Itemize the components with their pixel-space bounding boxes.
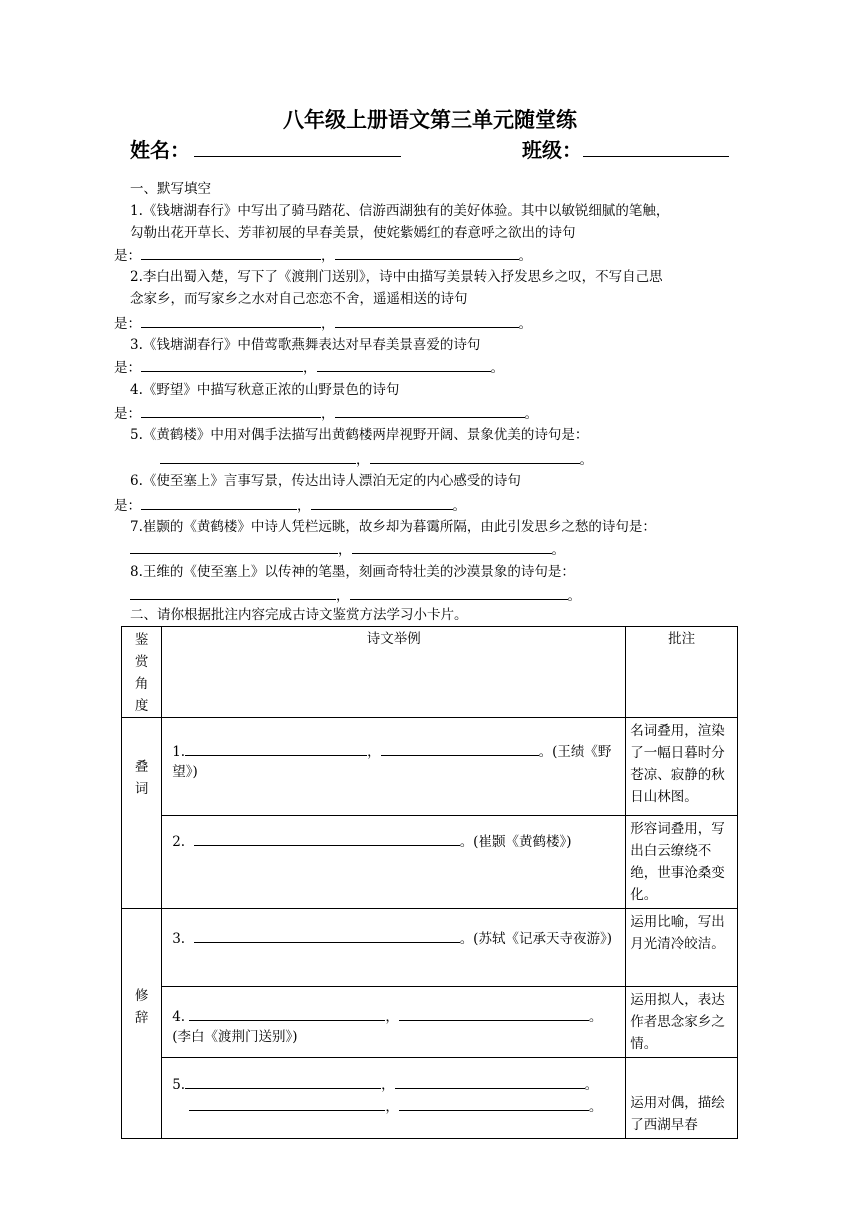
row-num: 4. [172, 1009, 186, 1025]
period: 。 [518, 248, 532, 264]
q2-lead: 是： [114, 316, 141, 332]
comma: ， [367, 744, 381, 760]
row4-blank-2[interactable] [399, 1007, 589, 1021]
q7-text: 7.崔颢的《黄鹤楼》中诗人凭栏远眺，故乡却为暮霭所隔，由此引发思乡之愁的诗句是： [130, 519, 656, 535]
q3-lead: 是： [114, 360, 141, 376]
q8-text: 8.王维的《使至塞上》以传神的笔墨，刻画奇特壮美的沙漠景象的诗句是： [130, 564, 575, 580]
row1-blank-1[interactable] [185, 742, 367, 756]
q5-blank-1[interactable] [160, 450, 356, 464]
q5-text: 5.《黄鹤楼》中用对偶手法描写出黄鹤楼两岸视野开阔、景象优美的诗句是： [130, 427, 589, 443]
section2-heading: 二、请你根据批注内容完成古诗文鉴赏方法学习小卡片。 [130, 607, 468, 623]
q1-blank-1[interactable] [141, 246, 321, 260]
source-cont: 望》) [172, 764, 198, 780]
comma: ， [385, 1099, 399, 1115]
comma: ， [303, 360, 317, 376]
note-cell-2: 形容词叠用，写出白云缭绕不绝，世事沧桑变化。 [626, 816, 738, 909]
q4-answer-line [114, 404, 538, 423]
q8-answer-line [130, 586, 581, 605]
comma: ， [321, 316, 335, 332]
q1-lead: 是： [114, 248, 141, 264]
q1-blank-2[interactable] [335, 246, 519, 260]
q2-text-line1: 2.李白出蜀入楚，写下了《渡荆门送别》，诗中由描写美景转入抒发思乡之叹，不写自己思 [130, 269, 663, 285]
col-header-angle: 鉴 赏 角 度 [122, 627, 162, 718]
class-label: 班级： [522, 138, 582, 162]
group-label-xiuci: 修 辞 [122, 909, 162, 1139]
row-num: 2. [172, 834, 186, 850]
comma: ， [356, 452, 370, 468]
group-label-dieci: 叠 词 [122, 718, 162, 909]
period: 。 [579, 452, 593, 468]
row5-blank-4[interactable] [399, 1097, 589, 1111]
comma: ， [321, 406, 335, 422]
comma: ， [297, 498, 311, 514]
row1-blank-2[interactable] [381, 742, 539, 756]
section1-heading: 一、默写填空 [130, 181, 211, 197]
q8-blank-2[interactable] [350, 586, 568, 600]
period: 。 [588, 1099, 603, 1115]
table-row [122, 1058, 738, 1139]
q5-blank-2[interactable] [370, 450, 580, 464]
table-row [122, 816, 738, 909]
q3-blank-2[interactable] [317, 358, 491, 372]
period: 。 [551, 542, 565, 558]
row-num: 5. [172, 1077, 186, 1093]
q5-answer-line [160, 450, 593, 469]
col-header-example: 诗文举例 [162, 627, 626, 718]
q1-text-line1: 1.《钱塘湖春行》中写出了骑马踏花、信游西湖独有的美好体验。其中以敏锐细腻的笔触， [130, 203, 670, 219]
q3-blank-1[interactable] [141, 358, 303, 372]
table-row [122, 718, 738, 816]
example-cell-5 [162, 1058, 626, 1139]
row2-blank[interactable] [194, 832, 460, 846]
example-cell-4 [162, 987, 626, 1058]
row3-blank[interactable] [194, 929, 460, 943]
q1-answer-line [114, 246, 532, 265]
q6-text: 6.《使至塞上》言事写景，传达出诗人漂泊无定的内心感受的诗句 [130, 473, 521, 489]
period: 。 [518, 316, 532, 332]
table-row [122, 987, 738, 1058]
q1-text-line2: 勾勒出花开草长、芳菲初展的早春美景，使姹紫嫣红的春意呼之欲出的诗句 [130, 225, 576, 241]
comma: ， [385, 1009, 399, 1025]
comma: ， [338, 542, 352, 558]
period: 。 [584, 1077, 599, 1093]
q3-text: 3.《钱塘湖春行》中借莺歌燕舞表达对早春美景喜爱的诗句 [130, 337, 481, 353]
q2-answer-line [114, 314, 532, 333]
class-blank[interactable] [583, 156, 729, 157]
name-label: 姓名： [130, 138, 190, 162]
period: 。 [452, 498, 466, 514]
q4-blank-1[interactable] [141, 404, 321, 418]
source: (李白《渡荆门送别》) [172, 1029, 298, 1045]
comma: ， [336, 588, 350, 604]
q8-blank-1[interactable] [130, 586, 336, 600]
note-cell-1: 名词叠用，渲染了一幅日暮时分苍凉、寂静的秋日山林图。 [626, 718, 738, 816]
q4-lead: 是： [114, 406, 141, 422]
row-num: 1. [172, 744, 186, 760]
source: 。(王绩《野 [538, 744, 612, 760]
period: 。 [588, 1009, 603, 1025]
period: 。 [567, 588, 581, 604]
source: 。(苏轼《记承天寺夜游》) [459, 931, 612, 947]
period: 。 [524, 406, 538, 422]
source: 。(崔颢《黄鹤楼》) [459, 834, 572, 850]
q6-blank-2[interactable] [311, 496, 453, 510]
example-cell-1 [162, 718, 626, 816]
q6-lead: 是： [114, 498, 141, 514]
table-row [122, 909, 738, 987]
comma: ， [321, 248, 335, 264]
note-cell-4: 运用拟人，表达作者思念家乡之情。 [626, 987, 738, 1058]
note-cell-5: 运用对偶，描绘了西湖早春 [626, 1058, 738, 1139]
table-header-row [122, 627, 738, 718]
q4-text: 4.《野望》中描写秋意正浓的山野景色的诗句 [130, 382, 400, 398]
row5-blank-3[interactable] [189, 1097, 385, 1111]
comma: ， [381, 1077, 395, 1093]
example-cell-3 [162, 909, 626, 987]
q6-blank-1[interactable] [141, 496, 297, 510]
col-header-note: 批注 [626, 627, 738, 718]
q7-blank-1[interactable] [130, 540, 338, 554]
q7-blank-2[interactable] [352, 540, 552, 554]
q2-blank-2[interactable] [335, 314, 519, 328]
q3-answer-line [114, 358, 504, 377]
row5-blank-2[interactable] [395, 1075, 585, 1089]
note-cell-3: 运用比喻，写出月光清冷皎洁。 [626, 909, 738, 987]
q6-answer-line [114, 496, 466, 515]
period: 。 [490, 360, 504, 376]
q4-blank-2[interactable] [335, 404, 525, 418]
appreciation-card-table [121, 626, 738, 1139]
row-num: 3. [172, 931, 186, 947]
row4-blank-1[interactable] [189, 1007, 385, 1021]
q2-blank-1[interactable] [141, 314, 321, 328]
row5-blank-1[interactable] [185, 1075, 381, 1089]
name-blank[interactable] [194, 156, 401, 157]
q2-text-line2: 念家乡，而写家乡之水对自己恋恋不舍，遥遥相送的诗句 [130, 291, 468, 307]
page-title: 八年级上册语文第三单元随堂练 [283, 108, 577, 132]
example-cell-2 [162, 816, 626, 909]
q7-answer-line [130, 540, 565, 559]
